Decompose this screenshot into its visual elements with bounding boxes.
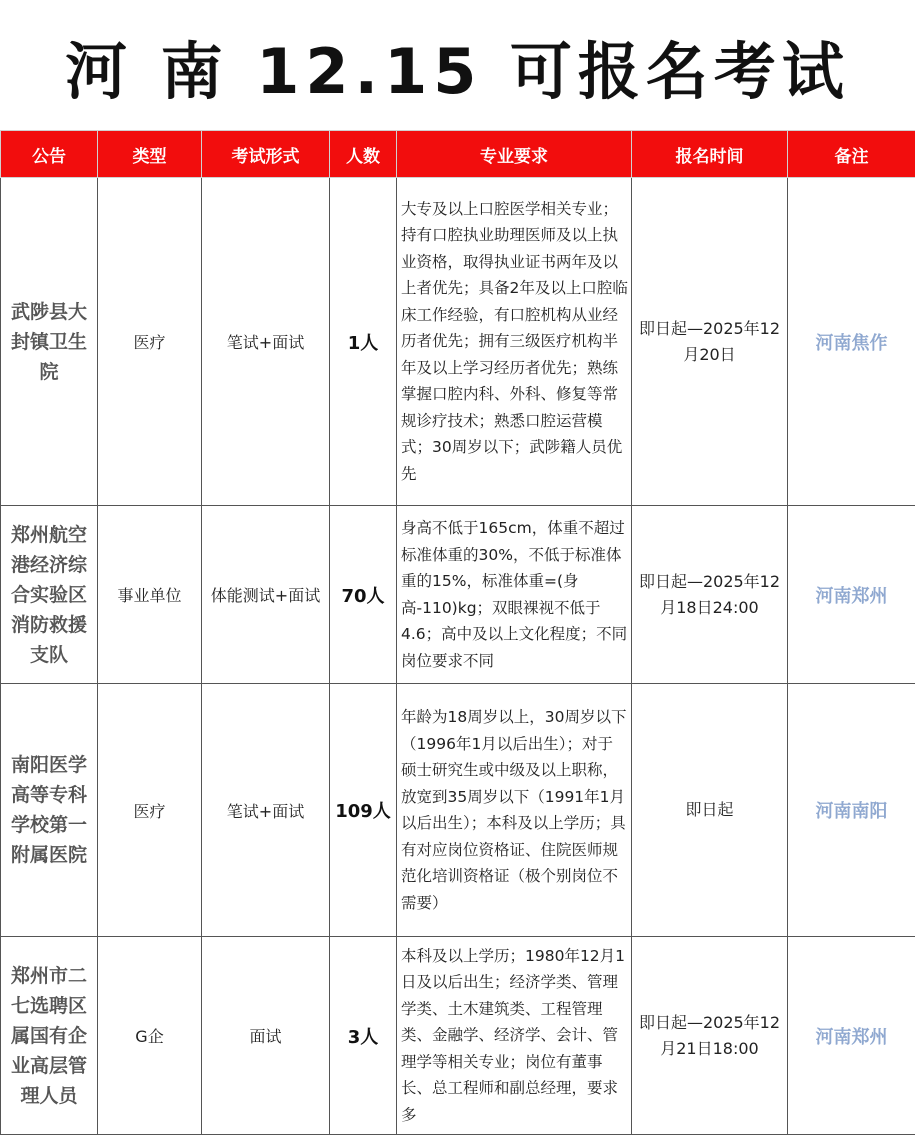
header-type: 类型 bbox=[98, 131, 202, 178]
header-registration-time: 报名时间 bbox=[632, 131, 788, 178]
time-cell: 即日起 bbox=[632, 684, 788, 937]
notice-cell: 武陟县大封镇卫生院 bbox=[1, 178, 98, 506]
requirements-cell: 本科及以上学历；1980年12月1日及以后出生；经济学类、管理学类、土木建筑类、工程管理类、金融学、经济学、会计、管理学等相关专业；岗位有董事长、总工程师和副总经理，要求多 bbox=[397, 937, 632, 1135]
exam-cell: 面试 bbox=[202, 937, 330, 1135]
time-cell: 即日起—2025年12月21日18:00 bbox=[632, 937, 788, 1135]
exam-cell: 笔试+面试 bbox=[202, 178, 330, 506]
type-cell: 医疗 bbox=[98, 178, 202, 506]
remark-cell: 河南郑州 bbox=[788, 937, 915, 1135]
requirements-cell: 年龄为18周岁以上，30周岁以下（1996年1月以后出生）；对于硕士研究生或中级及以上职称，放宽到35周岁以下（1991年1月以后出生）；本科及以上学历；具有对应岗位资格证、住院医师规范化培训资格证（极个别岗位不需要） bbox=[397, 684, 632, 937]
requirements-cell: 大专及以上口腔医学相关专业；持有口腔执业助理医师及以上执业资格，取得执业证书两年及以上者优先；具备2年及以上口腔临床工作经验，有口腔机构从业经历者优先；拥有三级医疗机构半年及以上学习经历者优先；熟练掌握口腔内科、外科、修复等常规诊疗技术；熟悉口腔运营模式；30周岁以下；武陟籍人员优先 bbox=[397, 178, 632, 506]
page-title: 河 南 12.15 可报名考试 bbox=[65, 34, 850, 108]
time-cell: 即日起—2025年12月20日 bbox=[632, 178, 788, 506]
notice-cell: 郑州航空港经济综合实验区消防救援支队 bbox=[1, 506, 98, 684]
header-count: 人数 bbox=[330, 131, 397, 178]
type-cell: 事业单位 bbox=[98, 506, 202, 684]
table-row bbox=[1, 937, 915, 1135]
header-requirements: 专业要求 bbox=[397, 131, 632, 178]
count-cell: 70人 bbox=[330, 506, 397, 684]
count-cell: 109人 bbox=[330, 684, 397, 937]
header-exam-format: 考试形式 bbox=[202, 131, 330, 178]
remark-cell: 河南郑州 bbox=[788, 506, 915, 684]
table-header-row bbox=[1, 131, 915, 178]
exam-cell: 笔试+面试 bbox=[202, 684, 330, 937]
remark-cell: 河南焦作 bbox=[788, 178, 915, 506]
count-cell: 3人 bbox=[330, 937, 397, 1135]
header-remark: 备注 bbox=[788, 131, 915, 178]
table-row bbox=[1, 178, 915, 506]
table-row bbox=[1, 506, 915, 684]
table-row bbox=[1, 684, 915, 937]
count-cell: 1人 bbox=[330, 178, 397, 506]
notice-cell: 郑州市二七选聘区属国有企业高层管理人员 bbox=[1, 937, 98, 1135]
recruitment-table bbox=[0, 130, 915, 1135]
type-cell: 医疗 bbox=[98, 684, 202, 937]
requirements-cell: 身高不低于165cm，体重不超过标准体重的30%，不低于标准体重的15%，标准体重=(身高-110)kg；双眼裸视不低于4.6；高中及以上文化程度；不同岗位要求不同 bbox=[397, 506, 632, 684]
header-notice: 公告 bbox=[1, 131, 98, 178]
exam-cell: 体能测试+面试 bbox=[202, 506, 330, 684]
notice-cell: 南阳医学高等专科学校第一附属医院 bbox=[1, 684, 98, 937]
remark-cell: 河南南阳 bbox=[788, 684, 915, 937]
type-cell: G企 bbox=[98, 937, 202, 1135]
time-cell: 即日起—2025年12月18日24:00 bbox=[632, 506, 788, 684]
